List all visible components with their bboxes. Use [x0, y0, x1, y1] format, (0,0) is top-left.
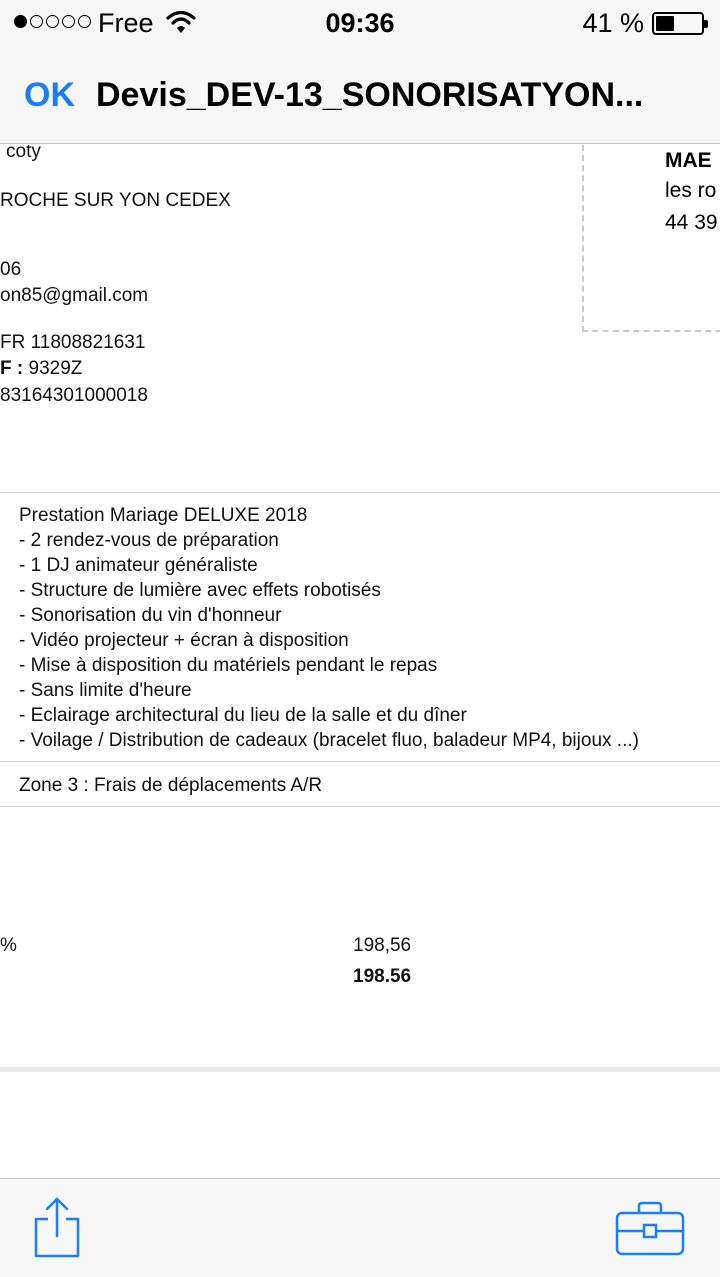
toolbox-icon[interactable] — [614, 1201, 686, 1257]
carrier-name: Free — [98, 8, 154, 38]
total-amount: 198.56 — [353, 966, 412, 987]
tax-percent-label: % — [0, 935, 17, 956]
description-line: - Structure de lumière avec effets robotisés — [19, 580, 381, 601]
description-line: - 2 rendez-vous de préparation — [19, 530, 279, 551]
client-address-box — [582, 145, 720, 332]
share-icon[interactable] — [32, 1197, 82, 1259]
description-line: Prestation Mariage DELUXE 2018 — [19, 505, 308, 526]
divider — [0, 806, 720, 807]
sender-street: coty — [6, 145, 41, 162]
divider — [0, 492, 720, 493]
client-postcode-line: 44 39 — [665, 211, 718, 234]
divider — [0, 761, 720, 762]
description-line: - Eclairage architectural du lieu de la salle et du dîner — [19, 705, 467, 726]
client-address-line: les ro — [665, 179, 717, 202]
description-line: - Voilage / Distribution de cadeaux (bracelet fluo, baladeur MP4, bijoux ...) — [19, 730, 639, 751]
bottom-toolbar — [0, 1178, 720, 1277]
description-line: - Sans limite d'heure — [19, 680, 192, 701]
description-line: - Vidéo projecteur + écran à disposition — [19, 630, 349, 651]
sender-vat-number: FR 11808821631 — [0, 332, 146, 353]
document-title: Devis_DEV-13_SONORISATYON... — [96, 76, 644, 114]
sender-city: ROCHE SUR YON CEDEX — [0, 190, 231, 211]
travel-fee-line: Zone 3 : Frais de déplacements A/R — [19, 775, 323, 796]
sender-email: on85@gmail.com — [0, 285, 149, 306]
ok-button[interactable]: OK — [24, 76, 75, 114]
sender-naf-code: F : 9329Z — [0, 358, 83, 379]
battery-icon — [652, 12, 704, 35]
document-preview[interactable] — [0, 145, 720, 1178]
clock: 09:36 — [325, 8, 395, 38]
battery-percentage: 41 % — [582, 8, 644, 38]
description-line: - 1 DJ animateur généraliste — [19, 555, 258, 576]
description-line: - Sonorisation du vin d'honneur — [19, 605, 282, 626]
navigation-bar — [0, 46, 720, 144]
status-bar — [0, 0, 720, 46]
sender-phone: 06 — [0, 259, 22, 280]
sender-siret: 83164301000018 — [0, 385, 148, 406]
tax-amount: 198,56 — [353, 935, 412, 956]
description-line: - Mise à disposition du matériels pendant le repas — [19, 655, 438, 676]
client-name: MAE — [665, 149, 712, 172]
page-separator — [0, 1067, 720, 1072]
